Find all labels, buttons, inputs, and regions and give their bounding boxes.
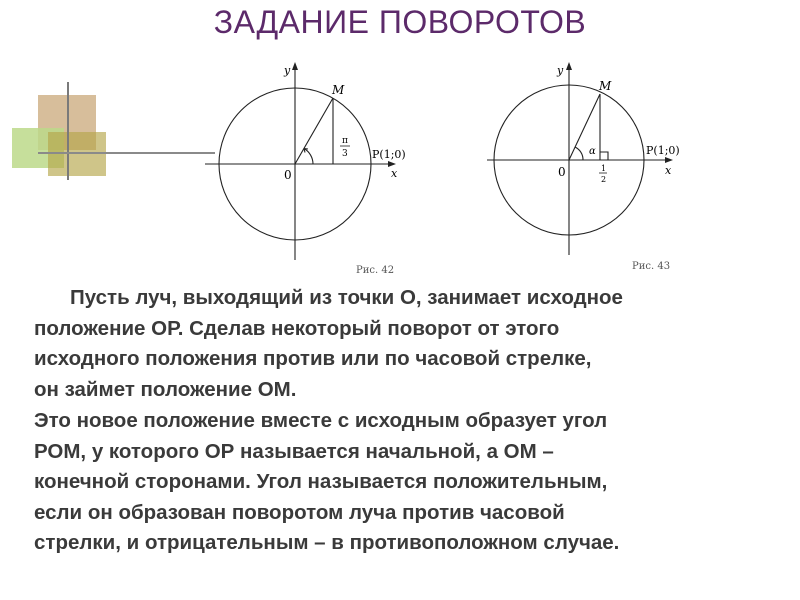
paragraph-1 bbox=[34, 283, 784, 405]
origin-label: 0 bbox=[558, 165, 566, 179]
figure-42-unit-circle bbox=[200, 60, 410, 280]
angle-numerator: π bbox=[342, 136, 348, 146]
fraction-denominator: 2 bbox=[601, 175, 607, 184]
text-line: стрелки, и отрицательным – в противоположном случае. bbox=[34, 531, 620, 554]
text-line: положение ОР. Сделав некоторый поворот от этого bbox=[34, 316, 560, 340]
figure-43-unit-circle bbox=[482, 60, 692, 280]
slide-title: ЗАДАНИЕ ПОВОРОТОВ bbox=[213, 4, 587, 40]
text-line: если он образован поворотом луча против часовой bbox=[34, 500, 565, 524]
figure-42-caption: Рис. 42 bbox=[356, 265, 395, 276]
origin-label: 0 bbox=[284, 168, 292, 182]
ray-om bbox=[295, 98, 333, 164]
y-axis-arrow bbox=[566, 62, 572, 70]
point-p-label: P(1;0) bbox=[646, 144, 680, 157]
text-line: РОМ, у которого ОР называется начальной, а ОМ – bbox=[34, 439, 554, 463]
figure-43-caption: Рис. 43 bbox=[632, 261, 671, 272]
body-text bbox=[34, 283, 784, 559]
y-axis-label: y bbox=[284, 64, 291, 77]
right-angle-mark bbox=[600, 152, 608, 160]
x-axis-arrow bbox=[665, 157, 673, 163]
paragraph-2 bbox=[34, 406, 784, 559]
point-m-label: M bbox=[332, 83, 345, 97]
angle-arc bbox=[304, 149, 313, 165]
decorative-squares bbox=[0, 0, 220, 190]
text-line: Это новое положение вместе с исходным образует угол bbox=[34, 409, 608, 432]
point-p-label: P(1;0) bbox=[372, 148, 406, 161]
angle-alpha-label: α bbox=[589, 146, 596, 157]
text-line: Пусть луч, выходящий из точки О, занимает исходное bbox=[70, 286, 623, 309]
text-line: он займет положение ОМ. bbox=[34, 377, 297, 401]
fraction-numerator: 1 bbox=[601, 164, 607, 173]
x-axis-label: x bbox=[665, 164, 672, 177]
text-line: исходного положения против или по часовой стрелке, bbox=[34, 347, 592, 370]
y-axis-arrow bbox=[292, 62, 298, 70]
x-axis-label: x bbox=[391, 167, 398, 180]
point-m-label: M bbox=[599, 79, 612, 93]
y-axis-label: y bbox=[557, 64, 564, 77]
angle-denominator: 3 bbox=[342, 149, 348, 159]
text-line: конечной сторонами. Угол называется положительным, bbox=[34, 470, 608, 493]
angle-arc bbox=[575, 147, 583, 160]
